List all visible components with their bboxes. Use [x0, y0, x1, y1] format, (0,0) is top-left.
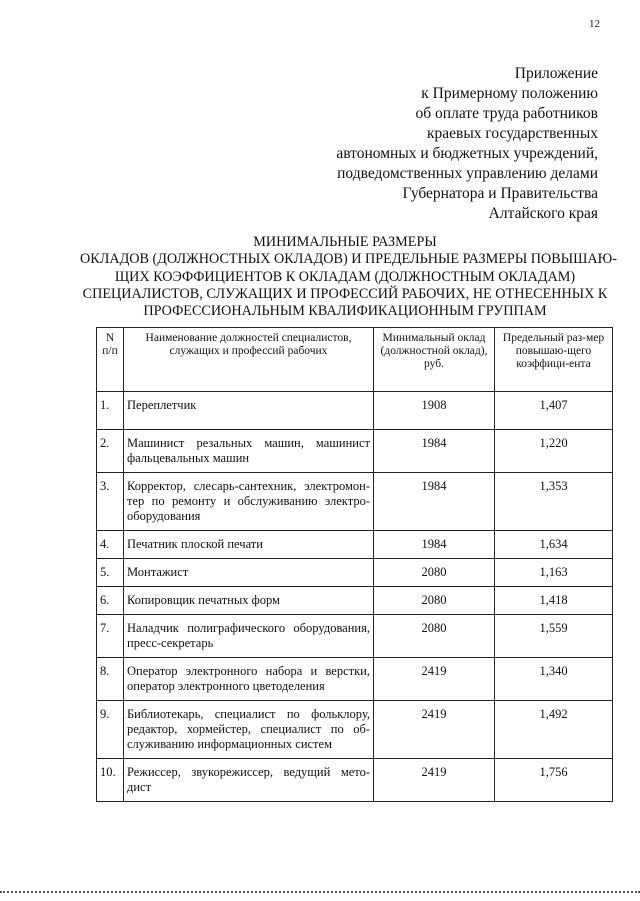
- table-row: [97, 392, 613, 430]
- row-position-name: Переплетчик: [124, 392, 374, 430]
- row-max-coefficient: 1,634: [495, 531, 613, 559]
- row-number: 4.: [97, 531, 124, 559]
- row-max-coefficient: 1,407: [495, 392, 613, 430]
- row-max-coefficient: 1,492: [495, 701, 613, 759]
- page-number: 12: [589, 18, 600, 30]
- title-line: ПРОФЕССИОНАЛЬНЫМ КВАЛИФИКАЦИОННЫМ ГРУППАМ: [143, 303, 547, 320]
- title-line: СПЕЦИАЛИСТОВ, СЛУЖАЩИХ И ПРОФЕССИЙ РАБОЧИХ, НЕ ОТНЕСЕННЫХ К: [82, 285, 608, 302]
- row-minimum-salary: 1984: [374, 473, 495, 531]
- appendix-line: к Примерному положению: [421, 85, 598, 102]
- row-max-coefficient: 1,756: [495, 759, 613, 802]
- row-number: 9.: [97, 701, 124, 759]
- row-position-name: Библиотекарь, специалист по фольклору, редактор, хормейстер, специалист по об-служиванию информационных систем: [124, 701, 374, 759]
- row-number: 7.: [97, 615, 124, 658]
- row-number: 6.: [97, 587, 124, 615]
- row-minimum-salary: 2080: [374, 559, 495, 587]
- header-number: N п/п: [97, 328, 124, 392]
- appendix-line: Губернатора и Правительства: [402, 185, 598, 202]
- row-max-coefficient: 1,340: [495, 658, 613, 701]
- table-row: [97, 759, 613, 802]
- row-minimum-salary: 2419: [374, 759, 495, 802]
- row-position-name: Печатник плоской печати: [124, 531, 374, 559]
- appendix-line: краевых государственных: [427, 125, 598, 142]
- row-number: 5.: [97, 559, 124, 587]
- table-row: [97, 615, 613, 658]
- row-minimum-salary: 1908: [374, 392, 495, 430]
- appendix-line: Приложение: [514, 65, 598, 82]
- document-title: [80, 234, 617, 320]
- row-minimum-salary: 2080: [374, 615, 495, 658]
- row-max-coefficient: 1,220: [495, 430, 613, 473]
- table-header-row: [97, 328, 613, 392]
- title-line: МИНИМАЛЬНЫЕ РАЗМЕРЫ: [253, 234, 437, 250]
- row-position-name: Оператор электронного набора и верстки, оператор электронного цветоделения: [124, 658, 374, 701]
- rates-table: [96, 327, 613, 802]
- row-minimum-salary: 2419: [374, 701, 495, 759]
- row-position-name: Режиссер, звукорежиссер, ведущий мето-дист: [124, 759, 374, 802]
- row-number: 1.: [97, 392, 124, 430]
- appendix-header: [268, 64, 598, 224]
- appendix-line: об оплате труда работников: [415, 105, 598, 122]
- row-position-name: Копировщик печатных форм: [124, 587, 374, 615]
- row-minimum-salary: 1984: [374, 531, 495, 559]
- row-position-name: Монтажист: [124, 559, 374, 587]
- row-number: 8.: [97, 658, 124, 701]
- table-row: [97, 473, 613, 531]
- row-number: 3.: [97, 473, 124, 531]
- table-row: [97, 559, 613, 587]
- appendix-line: автономных и бюджетных учреждений,: [336, 145, 598, 162]
- table-row: [97, 531, 613, 559]
- table-row: [97, 658, 613, 701]
- row-max-coefficient: 1,559: [495, 615, 613, 658]
- table-row: [97, 701, 613, 759]
- row-position-name: Наладчик полиграфического оборудования, пресс-секретарь: [124, 615, 374, 658]
- header-max-coefficient: Предельный раз-мер повышаю-щего коэффици-ента: [495, 328, 613, 392]
- row-number: 2.: [97, 430, 124, 473]
- row-minimum-salary: 2080: [374, 587, 495, 615]
- title-line: ЩИХ КОЭФФИЦИЕНТОВ К ОКЛАДАМ (ДОЛЖНОСТНЫМ ОКЛАДАМ): [114, 268, 576, 285]
- appendix-line: Алтайского края: [488, 205, 598, 222]
- row-minimum-salary: 2419: [374, 658, 495, 701]
- row-max-coefficient: 1,418: [495, 587, 613, 615]
- row-minimum-salary: 1984: [374, 430, 495, 473]
- footer-divider: [0, 891, 640, 893]
- title-line: ОКЛАДОВ (ДОЛЖНОСТНЫХ ОКЛАДОВ) И ПРЕДЕЛЬНЫЕ РАЗМЕРЫ ПОВЫШАЮ-: [80, 251, 617, 268]
- table-row: [97, 587, 613, 615]
- row-number: 10.: [97, 759, 124, 802]
- row-position-name: Корректор, слесарь-сантехник, электромон-тер по ремонту и обслуживанию электро-оборудования: [124, 473, 374, 531]
- row-position-name: Машинист резальных машин, машинист фальцевальных машин: [124, 430, 374, 473]
- header-position-name: Наименование должностей специалистов, служащих и профессий рабочих: [124, 328, 374, 392]
- table-row: [97, 430, 613, 473]
- row-max-coefficient: 1,163: [495, 559, 613, 587]
- appendix-line: подведомственных управлению делами: [337, 165, 598, 182]
- row-max-coefficient: 1,353: [495, 473, 613, 531]
- header-minimum-salary: Минимальный оклад (должностной оклад), руб.: [374, 328, 495, 392]
